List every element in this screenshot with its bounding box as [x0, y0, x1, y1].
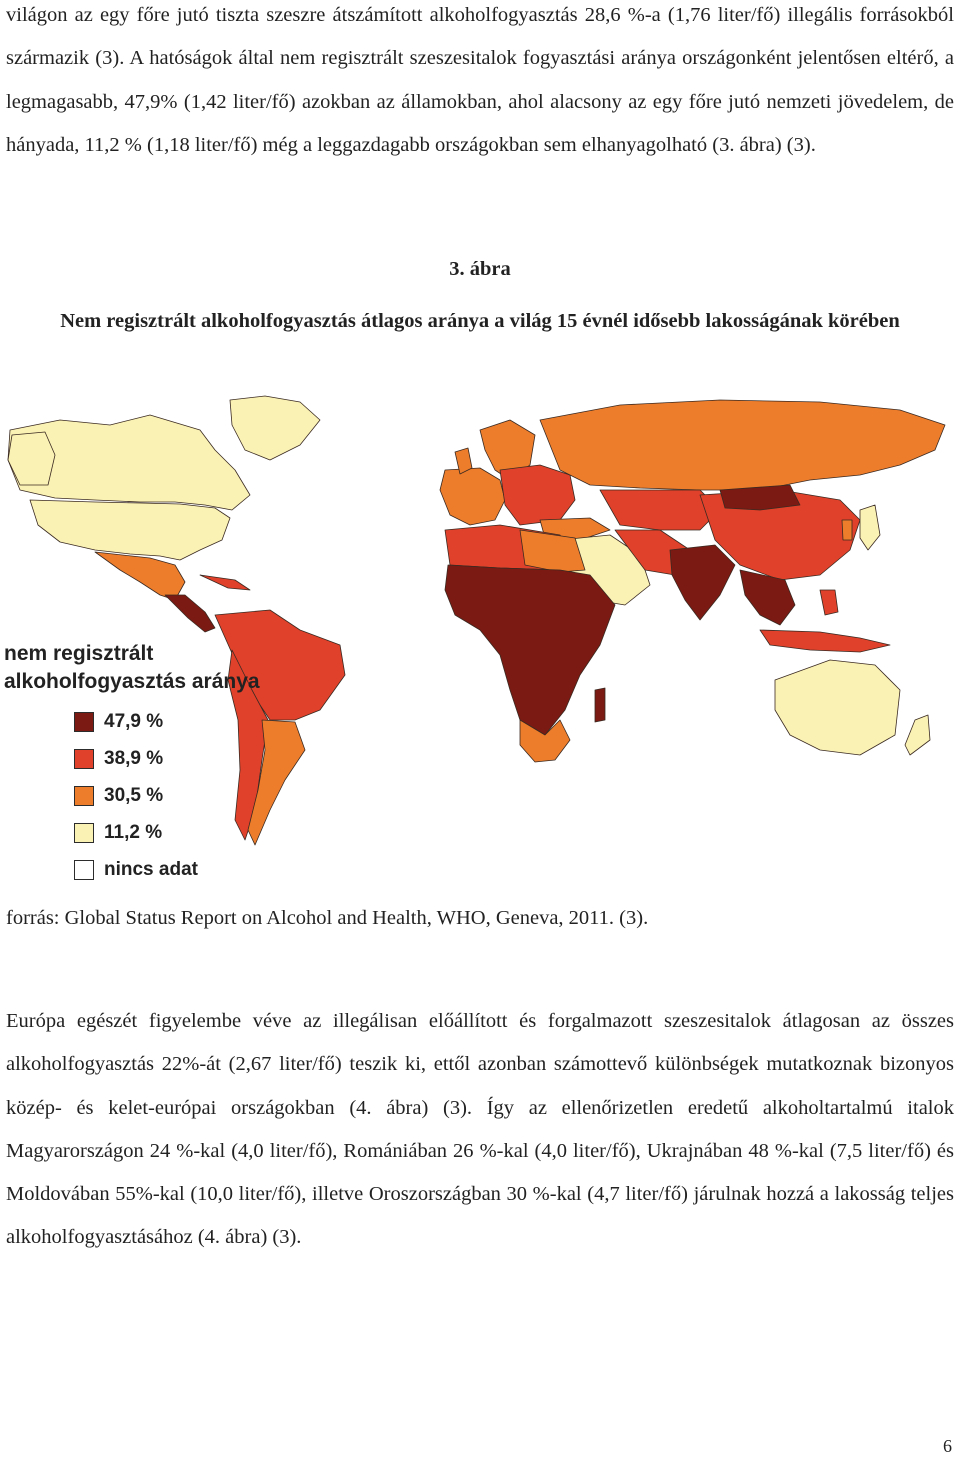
intro-paragraph: világon az egy főre jutó tiszta szeszre átszámított alkoholfogyasztás 28,6 %-a (1,76 liter/fő) illegális forrásokból származik (3). A hatóságok által nem regisztrált szeszesitalok fogyasztási aránya országonként jelentősen eltérő, a legmagasabb, 47,9% (1,42 liter/fő) azokban az államokban, ahol alacsony az egy főre jutó nemzeti jövedelem, de hányada, 11,2 % (1,18 liter/fő) még a leggazdagabb országokban sem elhanyagolható (3. ábra) (3). [6, 4, 954, 156]
legend-swatch [74, 823, 94, 843]
map-caribbean [200, 575, 250, 590]
legend-item [4, 784, 304, 821]
figure-source: forrás: Global Status Report on Alcohol and Health, WHO, Geneva, 2011. (3). [6, 907, 649, 929]
map-indonesia [760, 630, 890, 652]
map-india [670, 545, 735, 620]
legend-swatch [74, 749, 94, 769]
figure-title: Nem regisztrált alkoholfogyasztás átlagos aránya a világ 15 évnél idősebb lakosságának körében [60, 310, 900, 332]
map-legend [4, 640, 304, 895]
legend-label: 38,9 % [104, 748, 164, 769]
legend-item [4, 710, 304, 747]
legend-swatch [74, 712, 94, 732]
map-sub-saharan-africa [445, 565, 615, 735]
map-mongolia [720, 485, 800, 510]
legend-swatch [74, 786, 94, 806]
figure-number: 3. ábra [449, 258, 511, 280]
map-madagascar [595, 688, 605, 722]
legend-label: 11,2 % [104, 822, 163, 843]
map-australia [775, 660, 900, 755]
map-western-europe [440, 468, 505, 525]
body-paragraph: Európa egészét figyelembe véve az illegálisan előállított és forgalmazott szeszesitalok átlagosan az összes alkoholfogyasztás 22%-át (2,67 liter/fő) teszik ki, ettől azonban számottevő különbségek mutatkoznak bizonyos közép- és kelet-európai országokban (4. ábra) (3). Így az ellenőrizetlen eredetű alkoholtartalmú italok Magyarországon 24 %-kal (4,0 liter/fő), Romániában 26 %-kal (4,0 liter/fő), Ukrajnában 48 %-kal (7,5 liter/fő) és Moldovában 55%-kal (10,0 liter/fő), illetve Oroszországban 30 %-kal (4,7 liter/fő) járulnak hozzá a lakosság teljes alkoholfogyasztásához (4. ábra) (3). [6, 1010, 954, 1249]
map-japan [860, 505, 880, 550]
map-new-zealand [905, 715, 930, 755]
page-number: 6 [943, 1436, 952, 1456]
legend-title: nem regisztrált alkoholfogyasztás aránya [4, 642, 260, 693]
map-korea [842, 520, 852, 540]
legend-swatch [74, 860, 94, 880]
map-greenland [230, 396, 320, 460]
legend-item [4, 747, 304, 784]
map-central-europe [500, 465, 575, 525]
legend-label: nincs adat [104, 859, 198, 880]
legend-label: 47,9 % [104, 711, 164, 732]
map-central-america [165, 595, 215, 632]
legend-item [4, 858, 304, 895]
legend-item [4, 821, 304, 858]
map-usa [30, 500, 230, 560]
map-russia [540, 400, 945, 490]
legend-label: 30,5 % [104, 785, 164, 806]
map-mexico [95, 552, 185, 600]
map-philippines [820, 590, 838, 615]
